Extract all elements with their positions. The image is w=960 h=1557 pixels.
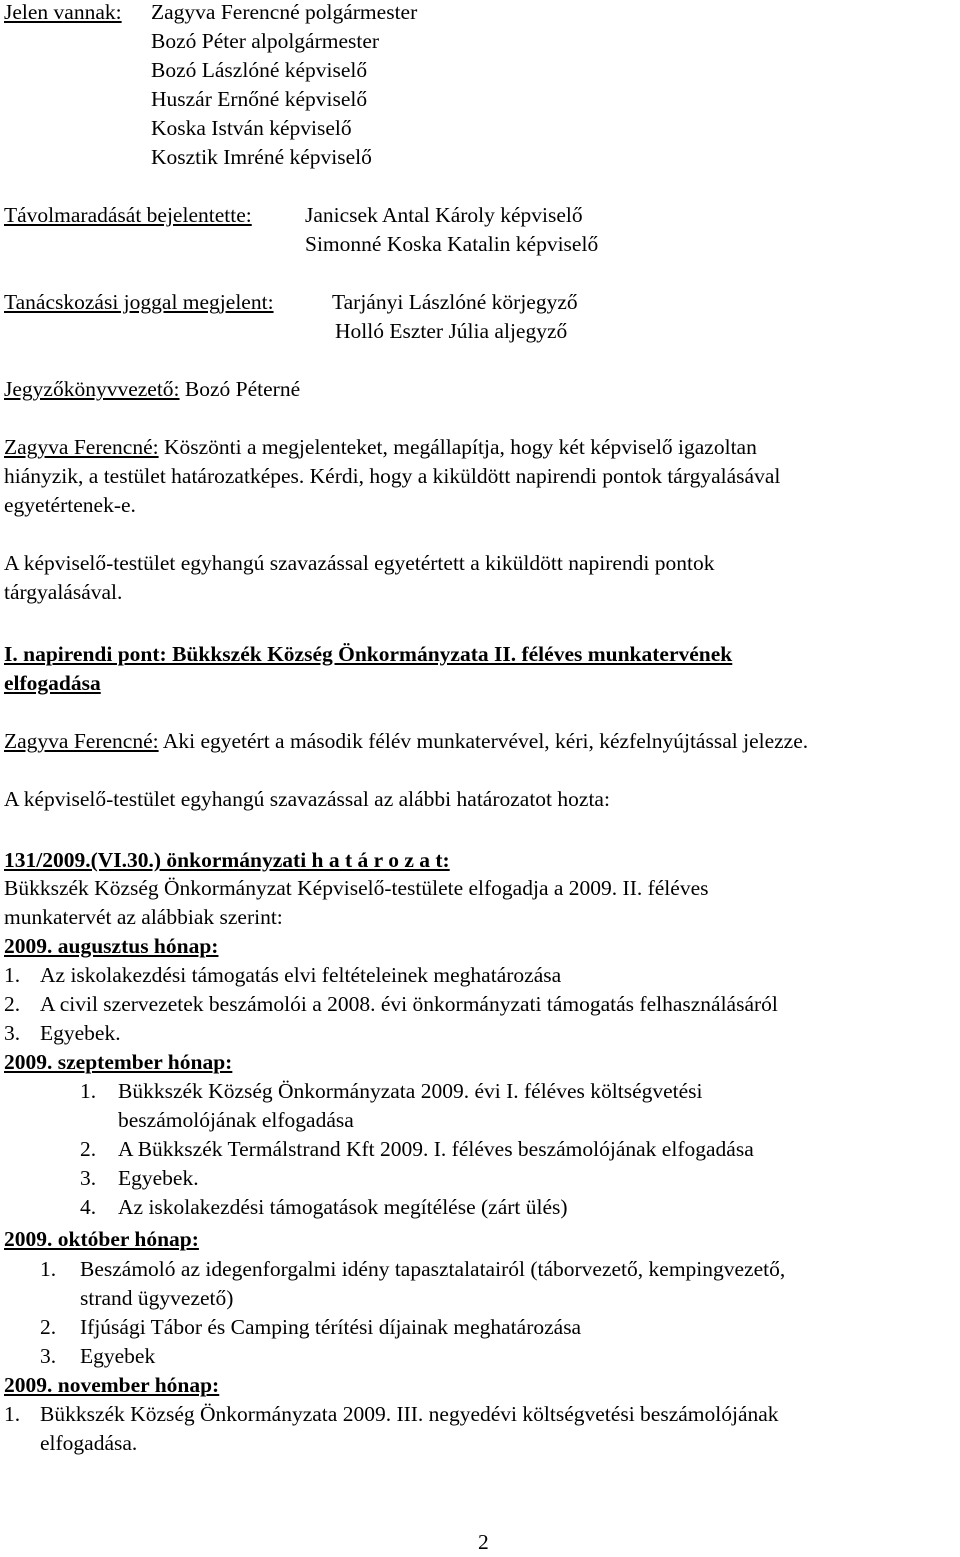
- advisory-member: Tarjányi Lászlóné körjegyző: [332, 290, 578, 314]
- list-item: 2. A Bükkszék Termálstrand Kft 2009. I. féléves beszámolójának elfogadása: [80, 1137, 754, 1161]
- advisory-member: Holló Eszter Júlia aljegyző: [335, 319, 568, 343]
- present-member: Kosztik Imréné képviselő: [151, 145, 372, 169]
- absent-label: Távolmaradását bejelentette:: [4, 203, 252, 227]
- month-title: 2009. november hónap:: [4, 1373, 220, 1397]
- page-number: 2: [478, 1530, 489, 1554]
- call-line: Zagyva Ferencné: Aki egyetért a második félév munkatervével, kéri, kézfelnyújtással jelezze.: [4, 729, 809, 753]
- list-item: 3. Egyebek: [40, 1344, 156, 1368]
- agreement-line: A képviselő-testület egyhangú szavazással egyetértett a kiküldött napirendi pontok: [4, 551, 715, 575]
- present-member: Bozó Péter alpolgármester: [151, 29, 380, 53]
- present-member: Zagyva Ferencné polgármester: [151, 0, 418, 24]
- list-item: 3. Egyebek.: [80, 1166, 199, 1190]
- agreement-line: tárgyalásával.: [4, 580, 123, 604]
- speaker-name: Zagyva Ferencné:: [4, 729, 159, 753]
- absent-member: Simonné Koska Katalin képviselő: [305, 232, 599, 256]
- resolution-number: 131/2009.(VI.30.) önkormányzati h a t á r o z a t:: [4, 848, 450, 872]
- recorder-line: Jegyzőkönyvvezető: Bozó Péterné: [4, 377, 301, 401]
- absent-member: Janicsek Antal Károly képviselő: [305, 203, 583, 227]
- list-item: 2. Ifjúsági Tábor és Camping térítési díjainak meghatározása: [40, 1315, 582, 1339]
- list-item: 1. Bükkszék Község Önkormányzata 2009. évi I. féléves költségvetési: [80, 1079, 703, 1103]
- month-title: 2009. szeptember hónap:: [4, 1050, 233, 1074]
- advisory-label: Tanácskozási joggal megjelent:: [4, 290, 274, 314]
- list-item: 1. Beszámoló az idegenforgalmi idény tapasztalatairól (táborvezető, kempingvezető,: [40, 1257, 786, 1281]
- list-item-continuation: beszámolójának elfogadása: [118, 1108, 354, 1132]
- present-member: Huszár Ernőné képviselő: [151, 87, 368, 111]
- agenda-title: I. napirendi pont: Bükkszék Község Önkormányzata II. féléves munkatervének: [4, 642, 733, 666]
- agenda-title: elfogadása: [4, 671, 101, 695]
- vote-text: A képviselő-testület egyhangú szavazással az alábbi határozatot hozta:: [4, 787, 610, 811]
- list-item-continuation: elfogadása.: [40, 1431, 138, 1455]
- present-label: Jelen vannak:: [4, 0, 122, 24]
- resolution-body: Bükkszék Község Önkormányzat Képviselő-testülete elfogadja a 2009. II. féléves: [4, 876, 709, 900]
- opening-line: Zagyva Ferencné: Köszönti a megjelenteket, megállapítja, hogy két képviselő igazoltan: [4, 435, 757, 459]
- opening-line: egyetértenek-e.: [4, 493, 136, 517]
- speaker-name: Zagyva Ferencné:: [4, 435, 159, 459]
- list-item: 3. Egyebek.: [4, 1021, 121, 1045]
- resolution-body: munkatervét az alábbiak szerint:: [4, 905, 283, 929]
- list-item: 2. A civil szervezetek beszámolói a 2008. évi önkormányzati támogatás felhasználásáról: [4, 992, 778, 1016]
- list-item-continuation: strand ügyvezető): [80, 1286, 234, 1310]
- list-item: 1. Bükkszék Község Önkormányzata 2009. III. negyedévi költségvetési beszámolójának: [4, 1402, 779, 1426]
- month-title: 2009. augusztus hónap:: [4, 934, 219, 958]
- opening-line: hiányzik, a testület határozatképes. Kérdi, hogy a kiküldött napirendi pontok tárgyalásával: [4, 464, 781, 488]
- month-title: 2009. október hónap:: [4, 1227, 199, 1251]
- present-member: Koska István képviselő: [151, 116, 352, 140]
- present-member: Bozó Lászlóné képviselő: [151, 58, 368, 82]
- list-item: 4. Az iskolakezdési támogatások megítélése (zárt ülés): [80, 1195, 568, 1219]
- list-item: 1. Az iskolakezdési támogatás elvi feltételeinek meghatározása: [4, 963, 562, 987]
